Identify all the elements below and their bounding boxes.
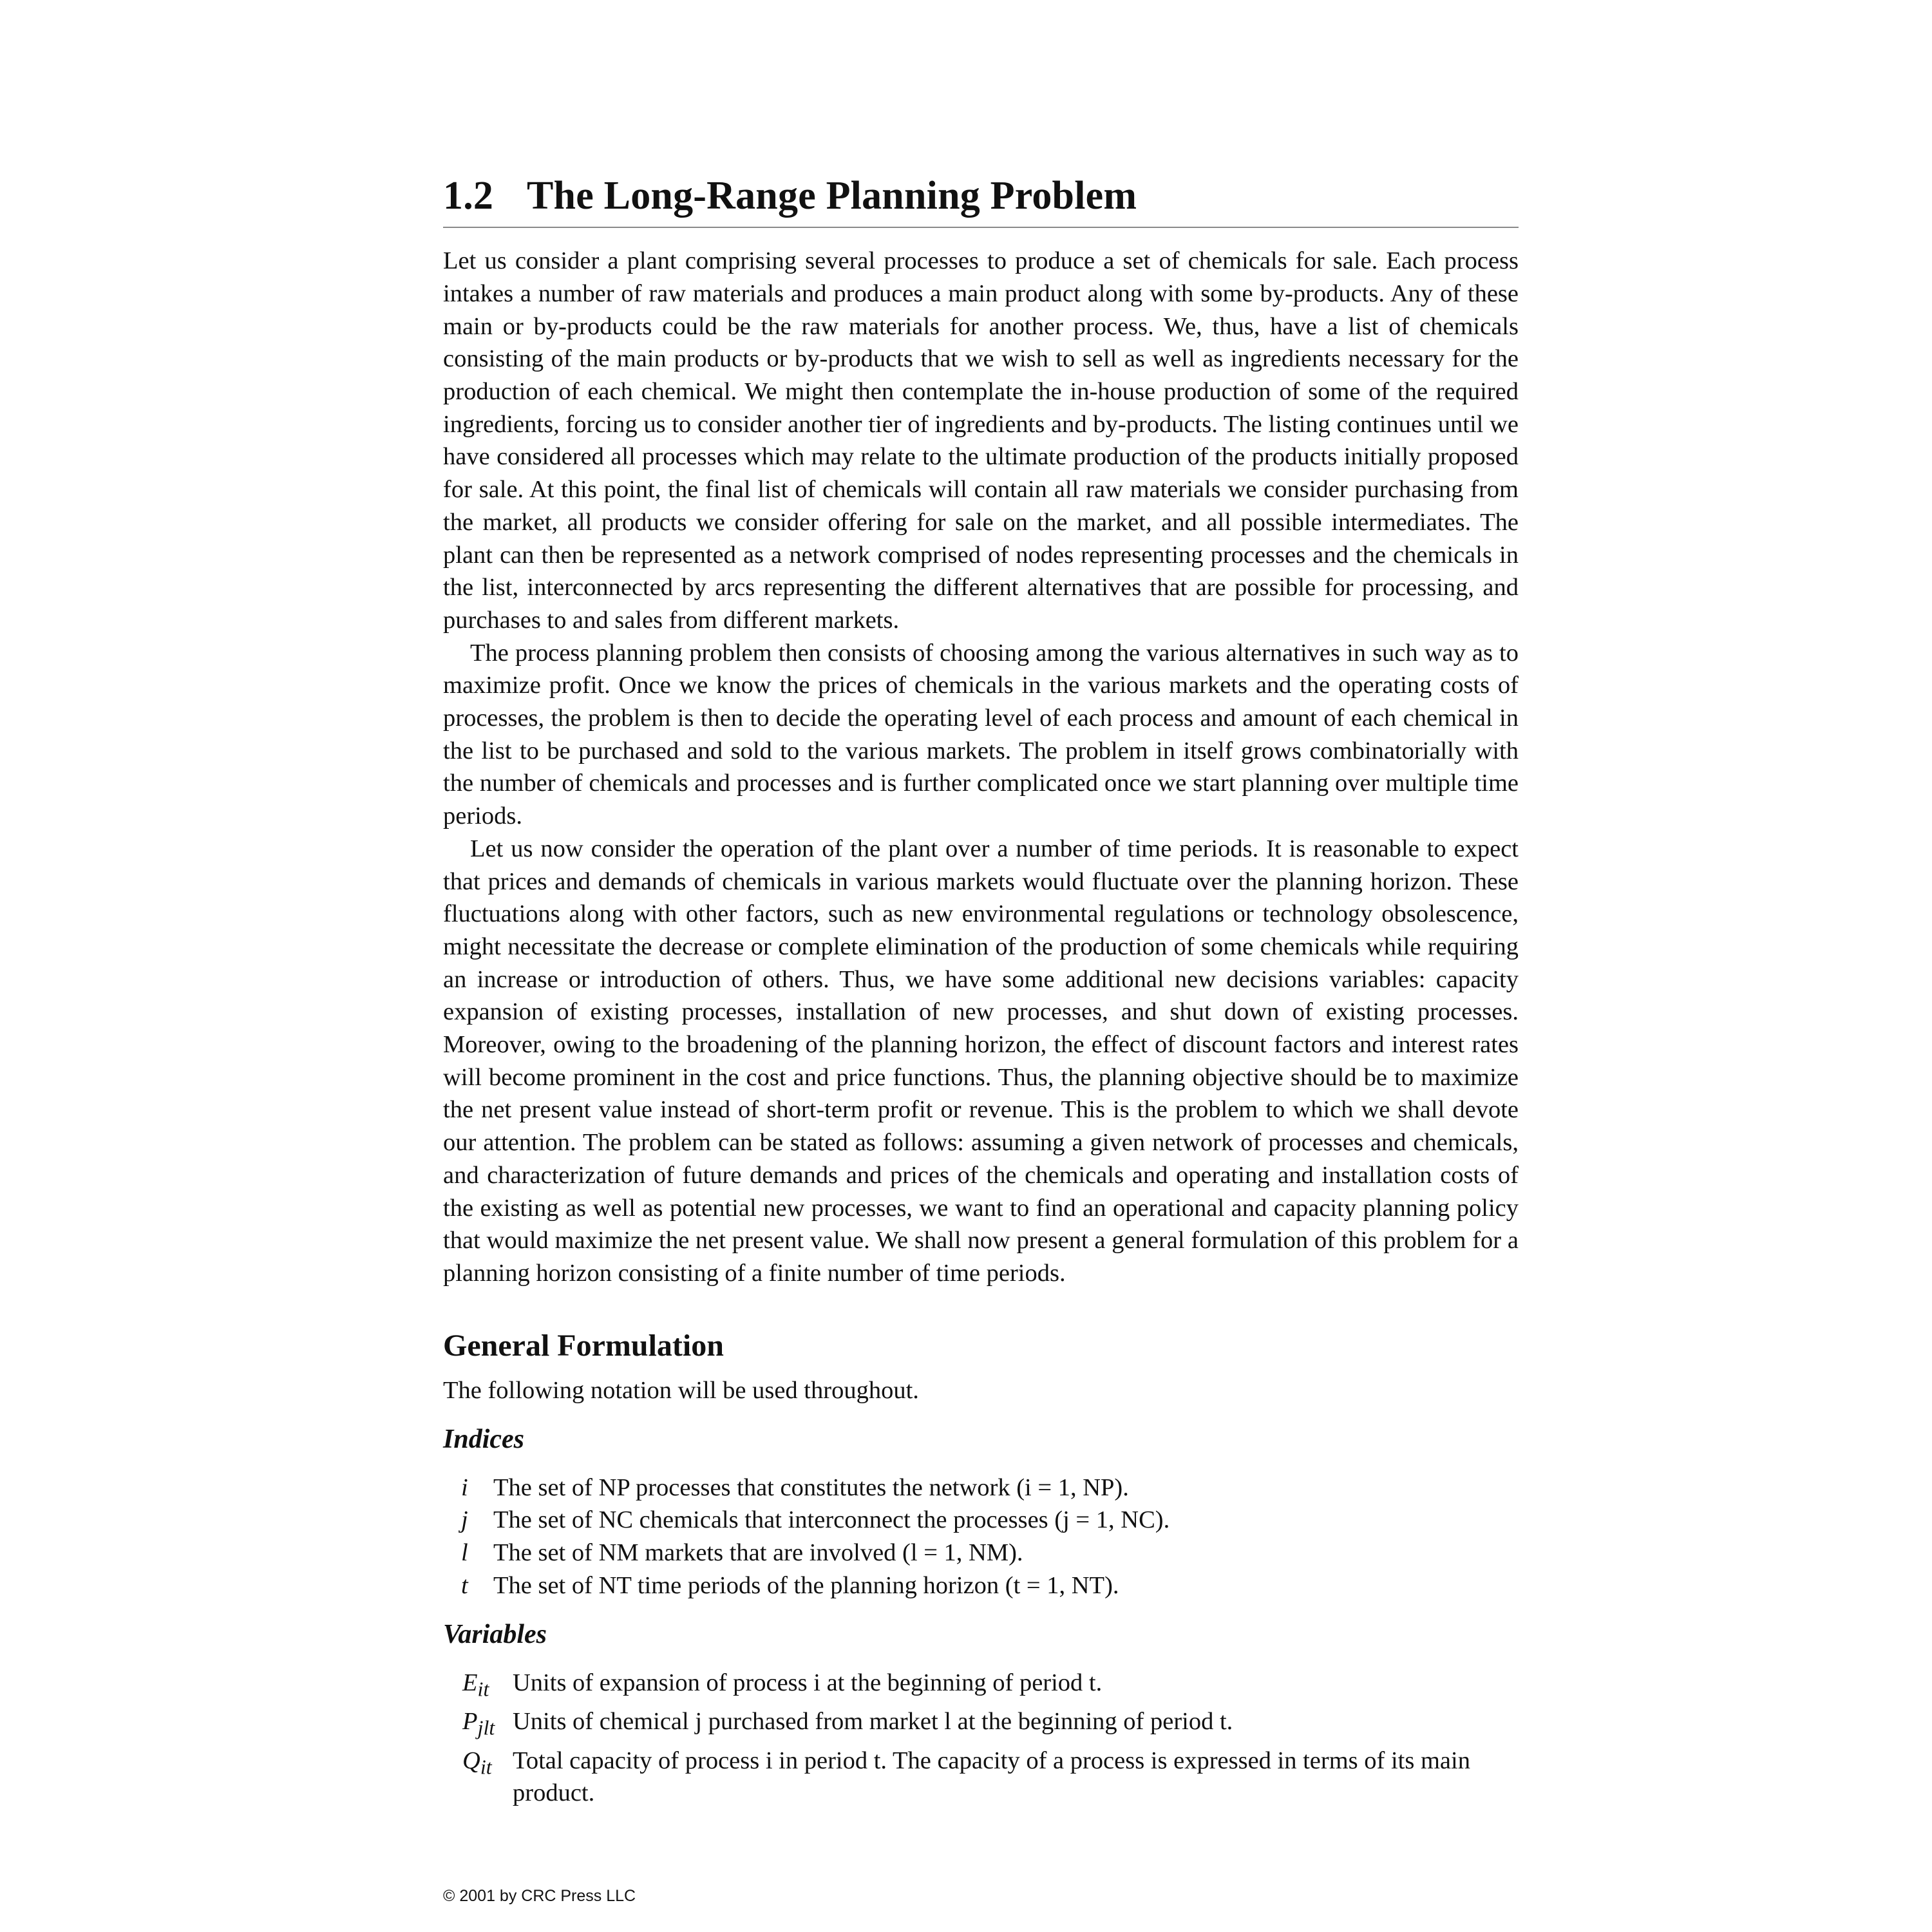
variable-item — [443, 1745, 1519, 1810]
index-description: The set of NM markets that are involved (l = 1, NM). — [493, 1539, 1023, 1567]
variables-heading: Variables — [443, 1620, 547, 1650]
variable-item — [443, 1667, 1519, 1705]
index-symbol: i — [461, 1473, 468, 1501]
index-description: The set of NC chemicals that interconnect the processes (j = 1, NC). — [493, 1506, 1170, 1534]
paragraph-2: The process planning problem then consists of choosing among the various alternatives in such way as to maximize profit. Once we know the prices of chemicals in the various markets and the operating costs of processes, the problem is then to decide the operating level of each process and amount of each chemical in the list to be purchased and sold to the various markets. The problem in itself grows combinatorially with the number of chemicals and processes and is further complicated once we start planning over multiple time periods. — [443, 639, 1519, 830]
variable-letter: P — [462, 1708, 478, 1736]
variable-letter: Q — [462, 1747, 480, 1774]
index-description: The set of NT time periods of the planning horizon (t = 1, NT). — [493, 1571, 1119, 1599]
section-heading — [443, 174, 1519, 228]
paragraph-1: Let us consider a plant comprising several processes to produce a set of chemicals for sale. Each process intakes a number of raw materials and produces a main product along with some by-products. Any of these main or by-products could be the raw materials for another process. We, thus, have a list of chemicals consisting of the main products or by-products that we wish to sell as well as ingredients necessary for the production of each chemical. We might then contemplate the in-house production of some of the required ingredients, forcing us to consider another tier of ingredients and by-products. The listing continues until we have considered all processes which may relate to the ultimate production of the products initially proposed for sale. At this point, the final list of chemicals will contain all raw materials we consider purchasing from the market, all products we consider offering for sale on the market, and all possible intermediates. The plant can then be represented as a network comprised of nodes representing processes and the chemicals in the list, interconnected by arcs representing the different alternatives that are possible for processing, and purchases to and sales from different markets. — [443, 247, 1519, 634]
variable-description: Units of expansion of process i at the beginning of period t. — [513, 1669, 1103, 1696]
index-item — [443, 1504, 1519, 1537]
index-item — [443, 1537, 1519, 1569]
copyright-footer: © 2001 by CRC Press LLC — [443, 1887, 636, 1905]
section-title: The Long-Range Planning Problem — [527, 174, 1137, 218]
variable-symbol — [443, 1745, 513, 1810]
variable-description: Units of chemical j purchased from market l at the beginning of period t. — [513, 1708, 1233, 1736]
index-symbol: t — [461, 1571, 468, 1599]
variables-list — [443, 1667, 1519, 1810]
index-symbol: l — [461, 1539, 468, 1567]
page-content — [443, 174, 1519, 1810]
variable-letter: E — [462, 1669, 478, 1696]
notation-intro: The following notation will be used throughout. — [443, 1377, 919, 1405]
variable-subscript: it — [480, 1755, 492, 1779]
variable-symbol — [443, 1705, 513, 1744]
indices-heading: Indices — [443, 1425, 524, 1455]
section-number: 1.2 — [443, 174, 494, 218]
variable-subscript: jlt — [477, 1716, 495, 1739]
variable-item — [443, 1705, 1519, 1744]
index-item — [443, 1569, 1519, 1602]
indices-list — [443, 1472, 1519, 1602]
general-formulation-heading: General Formulation — [443, 1328, 724, 1363]
variable-symbol — [443, 1667, 513, 1705]
variable-subscript: it — [477, 1677, 489, 1701]
index-item — [443, 1472, 1519, 1504]
variable-description: Total capacity of process i in period t. The capacity of a process is expressed in terms of its main product. — [513, 1747, 1470, 1807]
paragraph-3: Let us now consider the operation of the plant over a number of time periods. It is reasonable to expect that prices and demands of chemicals in various markets would fluctuate over the planning horizon. These fluctuations along with other factors, such as new environmental regulations or technology obsolescence, might necessitate the decrease or complete elimination of the production of some chemicals while requiring an increase or introduction of others. Thus, we have some additional new decisions variables: capacity expansion of existing processes, installation of new processes, and shut down of existing processes. Moreover, owing to the broadening of the planning horizon, the effect of discount factors and interest rates will become prominent in the cost and price functions. Thus, the planning objective should be to maximize the net present value instead of short-term profit or revenue. This is the problem to which we shall devote our attention. The problem can be stated as follows: assuming a given network of processes and chemicals, and characterization of future demands and prices of the chemicals and operating and installation costs of the existing as well as potential new processes, we want to find an operational and capacity planning policy that would maximize the net present value. We shall now present a general formulation of this problem for a planning horizon consisting of a finite number of time periods. — [443, 835, 1519, 1287]
index-description: The set of NP processes that constitutes the network (i = 1, NP). — [493, 1473, 1129, 1501]
index-symbol: j — [461, 1506, 468, 1534]
